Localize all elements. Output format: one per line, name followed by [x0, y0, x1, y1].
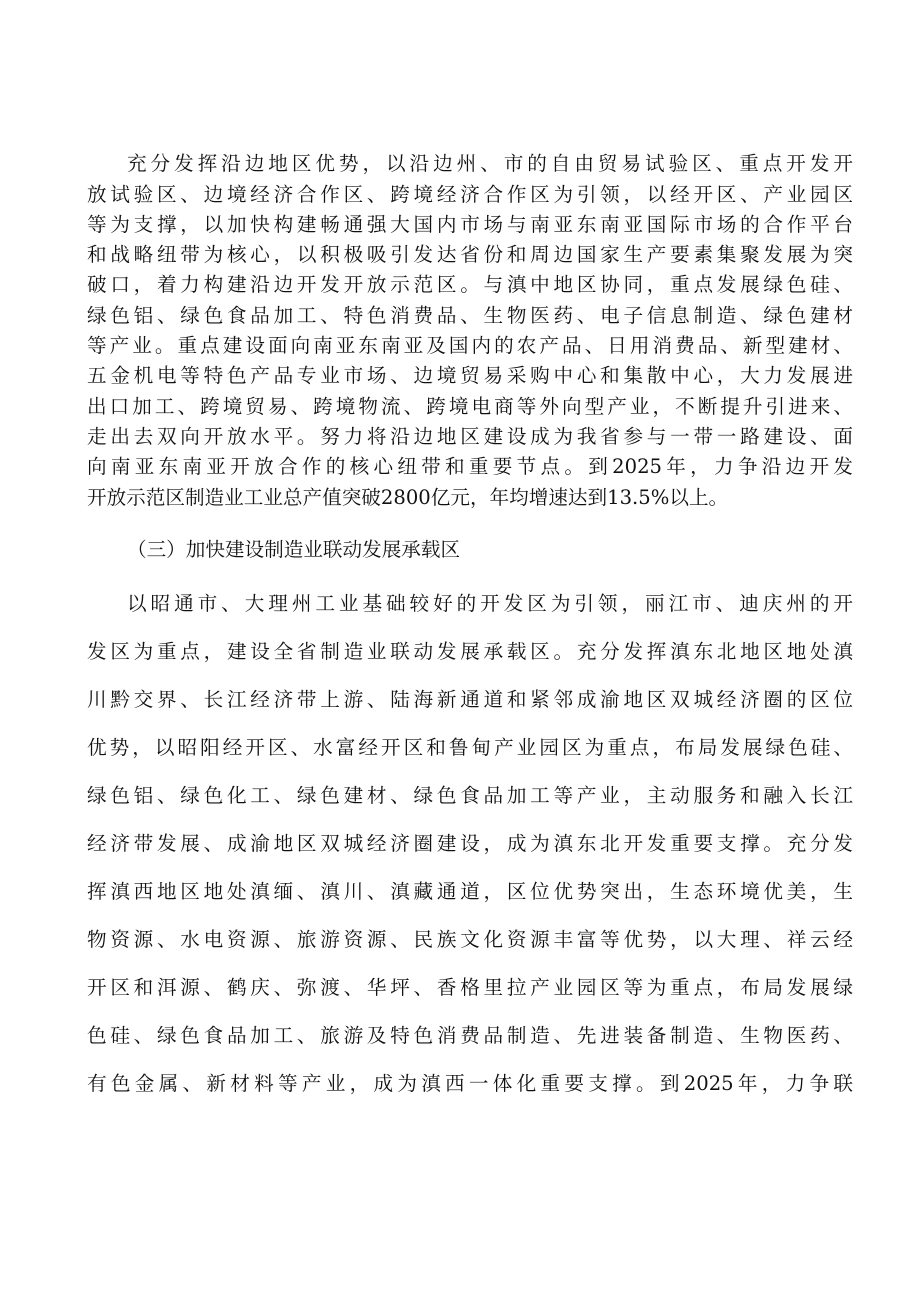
paragraph2-line-6: 经济带发展、成渝地区双城经济圈建设，成为滇东北开发重要支撑。充分发	[87, 832, 853, 855]
paragraph2-line-11: 有色金属、新材料等产业，成为滇西一体化重要支撑。到2025年，力争联	[87, 1072, 853, 1095]
paragraph2-line-10: 色硅、绿色食品加工、旅游及特色消费品制造、先进装备制造、生物医药、	[87, 1024, 853, 1047]
paragraph2-line-8: 物资源、水电资源、旅游资源、民族文化资源丰富等优势，以大理、祥云经	[87, 928, 853, 951]
section-heading: （三）加快建设制造业联动发展承载区	[127, 538, 461, 561]
paragraph1-line-2: 放试验区、边境经济合作区、跨境经济合作区为引领，以经开区、产业园区	[87, 183, 853, 206]
paragraph2-line-9: 开区和洱源、鹤庆、弥渡、华坪、香格里拉产业园区等为重点，布局发展绿	[87, 976, 853, 999]
paragraph1-line-10: 走出去双向开放水平。努力将沿边地区建设成为我省参与一带一路建设、面	[87, 425, 853, 448]
paragraph1-line-11: 向南亚东南亚开放合作的核心纽带和重要节点。到2025年，力争沿边开发	[87, 455, 853, 478]
paragraph2-line-7: 挥滇西地区地处滇缅、滇川、滇藏通道，区位优势突出，生态环境优美，生	[87, 880, 853, 903]
paragraph2-line-2: 发区为重点，建设全省制造业联动发展承载区。充分发挥滇东北地区地处滇	[87, 640, 853, 663]
paragraph1-line-3: 等为支撑，以加快构建畅通强大国内市场与南亚东南亚国际市场的合作平台	[87, 213, 853, 236]
paragraph2-line-1: 以昭通市、大理州工业基础较好的开发区为引领，丽江市、迪庆州的开	[127, 592, 853, 615]
paragraph1-line-12: 开放示范区制造业工业总产值突破2800亿元，年均增速达到13.5%以上。	[87, 486, 729, 509]
paragraph1-line-6: 绿色铝、绿色食品加工、特色消费品、生物医药、电子信息制造、绿色建材	[87, 304, 853, 327]
paragraph2-line-4: 优势，以昭阳经开区、水富经开区和鲁甸产业园区为重点，布局发展绿色硅、	[87, 736, 853, 759]
paragraph1-line-8: 五金机电等特色产品专业市场、边境贸易采购中心和集散中心，大力发展进	[87, 364, 853, 387]
paragraph2-line-5: 绿色铝、绿色化工、绿色建材、绿色食品加工等产业，主动服务和融入长江	[87, 784, 853, 807]
paragraph1-line-9: 出口加工、跨境贸易、跨境物流、跨境电商等外向型产业，不断提升引进来、	[87, 395, 853, 418]
paragraph1-line-4: 和战略纽带为核心，以积极吸引发达省份和周边国家生产要素集聚发展为突	[87, 243, 853, 266]
paragraph2-line-3: 川黔交界、长江经济带上游、陆海新通道和紧邻成渝地区双城经济圈的区位	[87, 688, 853, 711]
paragraph1-line-7: 等产业。重点建设面向南亚东南亚及国内的农产品、日用消费品、新型建材、	[87, 334, 853, 357]
paragraph1-line-1: 充分发挥沿边地区优势，以沿边州、市的自由贸易试验区、重点开发开	[127, 152, 853, 175]
paragraph1-line-5: 破口，着力构建沿边开发开放示范区。与滇中地区协同，重点发展绿色硅、	[87, 273, 853, 296]
